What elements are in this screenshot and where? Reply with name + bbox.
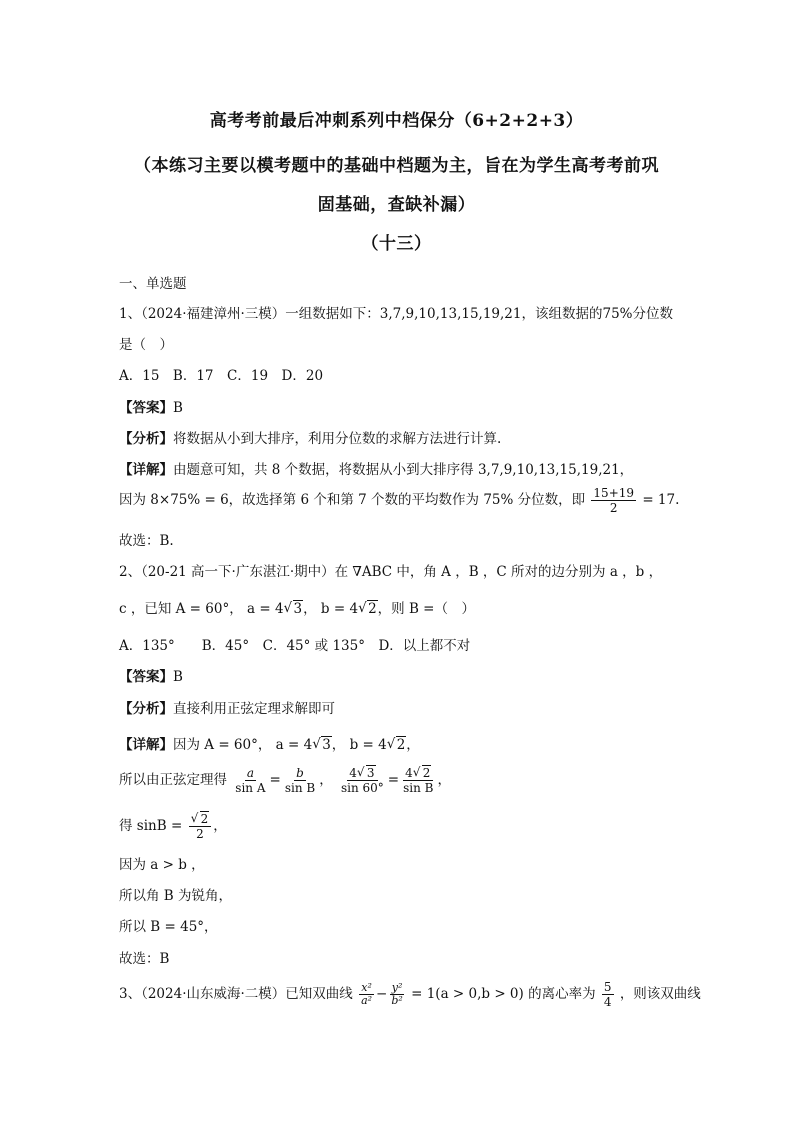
q2-detail-line-1 <box>119 733 420 753</box>
fraction <box>339 766 386 795</box>
fraction-denominator: sin 60° <box>340 781 384 795</box>
q1-stem-line-1: 1、（2024·福建漳州·三模）一组数据如下：3,7,9,10,13,15,19,21，该组数据的75%分位数 <box>119 306 673 322</box>
analysis-text: 将数据从小到大排序，利用分位数的求解方法进行计算. <box>173 431 502 447</box>
detail-text: 由题意可知，共 8 个数据，将数据从小到大排序得 3,7,9,10,13,15,19,21， <box>173 462 634 478</box>
detail-text-b: ， b = 4 <box>331 737 387 753</box>
q2-a-gt-b: 因为 a > b ， <box>119 857 205 873</box>
sqrt-symbol <box>284 601 304 617</box>
q2-sine-law: 所以由正弦定理得 $\frac{a}{\text{sin A}}$ = $\frac{b}{\text{sin B}}$ ， $\frac{4√ 3}{\sin 60^\circ}$ = $\frac{4√ 2}{\text{sin B}}$ ， <box>119 766 451 795</box>
fraction-numerator: a <box>246 766 254 780</box>
sqrt-symbol <box>312 737 332 753</box>
q1-answer <box>119 396 183 416</box>
section-heading: 一、单选题 <box>119 276 187 292</box>
sqrt-radicand: 2 <box>200 812 209 826</box>
fraction <box>233 766 267 795</box>
answer-value: B <box>173 400 183 416</box>
q3-stem-text-b: = 1(a > 0,b > 0) 的离心率为 <box>411 986 596 1002</box>
fraction-numerator: 5 <box>603 980 612 994</box>
sqrt-symbol <box>358 601 378 617</box>
q1-conclusion: 故选：B. <box>119 533 174 549</box>
sqrt-radicand: 2 <box>396 737 406 753</box>
fraction <box>283 766 317 795</box>
subtitle-line-1: （本练习主要以模考题中的基础中档题为主，旨在为学生高考考前巩 <box>134 156 659 176</box>
fraction <box>359 982 374 1007</box>
analysis-label: 【分析】 <box>119 701 173 717</box>
q1-options: A．15 B．17 C．19 D．20 <box>119 368 324 384</box>
sqrt-radicand: 3 <box>293 601 303 617</box>
detail-label: 【详解】 <box>119 737 173 753</box>
q2-sinB: 得 sinB = √ $\frac{2}{2}$ ， <box>119 812 227 841</box>
detail-text-a: 因为 A = 60°， a = 4 <box>173 737 313 753</box>
detail-text-a: 因为 8×75% = 6，故选择第 6 个和第 7 个数的平均数作为 75% 分位数，即 <box>119 492 586 508</box>
fraction-denominator: 2 <box>609 501 618 515</box>
q3-stem: 3、（2024·山东威海·二模）已知双曲线 $\frac{\text{x²}}{\text{a²}}$ − $\frac{\text{y²}}{\text{b²}}$ = 1(a > 0,b > 0) 的离心率为 $\frac{5}{4}$ ，则该双曲线 <box>119 980 701 1009</box>
q2-stem-line-1: 2、（20-21 高一下·广东湛江·期中）在 ∇ABC 中，角 A ，B ，C 所对的边分别为 a ，b ， <box>119 564 663 580</box>
answer-value: B <box>173 669 183 685</box>
q2-result: 所以 B = 45°， <box>119 919 218 935</box>
fraction-denominator: a² <box>361 994 373 1007</box>
fraction-numerator: y² <box>391 981 403 994</box>
q2-stem-text-b: ， b = 4 <box>303 601 359 617</box>
answer-label: 【答案】 <box>119 669 173 685</box>
detail-text-c: ， <box>406 737 420 753</box>
fraction-numerator: 15+19 <box>593 486 635 500</box>
sqrt-symbol <box>191 812 210 826</box>
issue-number: （十三） <box>361 234 432 254</box>
detail-text-b: = 17. <box>642 492 680 508</box>
subtitle-line-2: 固基础，查缺补漏） <box>317 195 476 215</box>
answer-label: 【答案】 <box>119 400 173 416</box>
fraction-denominator: b² <box>391 994 403 1007</box>
q2-options: A．135° B．45° C．45° 或 135° D．以上都不对 <box>119 638 471 654</box>
fraction-numerator: 4 <box>349 766 357 780</box>
q2-analysis <box>119 697 335 717</box>
sqrt-symbol <box>387 737 407 753</box>
fraction <box>389 982 404 1007</box>
q1-stem-line-2: 是（ ） <box>119 337 173 353</box>
fraction <box>602 980 614 1009</box>
detail-label: 【详解】 <box>119 462 173 478</box>
fraction-numerator: x² <box>361 981 372 994</box>
sqrt-radicand: 3 <box>366 766 375 780</box>
sqrt-radicand: 2 <box>422 766 431 780</box>
fraction-denominator: sin B <box>284 781 316 795</box>
q1-analysis <box>119 427 501 447</box>
q2-acute: 所以角 B 为锐角， <box>119 888 233 904</box>
q2-stem-line-2 <box>119 597 475 617</box>
sqrt-symbol <box>357 766 376 780</box>
q2-stem-text-a: c ，已知 A = 60°， a = 4 <box>119 601 284 617</box>
sqrt-symbol <box>413 766 432 780</box>
q3-stem-text-a: 3、（2024·山东威海·二模）已知双曲线 <box>119 986 353 1002</box>
sinB-prefix: 得 sinB = <box>119 818 183 834</box>
fraction-denominator: sin B <box>403 781 434 795</box>
q1-detail-line-2 <box>119 486 679 515</box>
fraction <box>189 812 212 841</box>
sine-law-prefix: 所以由正弦定理得 <box>119 772 227 788</box>
q2-answer <box>119 665 183 685</box>
sqrt-radicand: 3 <box>322 737 331 753</box>
fraction <box>401 766 435 795</box>
fraction-denominator: 2 <box>196 827 204 841</box>
q1-detail-line-1 <box>119 458 633 478</box>
q2-stem-text-c: ，则 B =（ ） <box>377 601 475 617</box>
fraction <box>591 486 636 515</box>
fraction-numerator: 4 <box>405 766 413 780</box>
page-title: 高考考前最后冲刺系列中档保分（6+2+2+3） <box>209 111 584 131</box>
sqrt-radicand: 2 <box>368 601 377 617</box>
q3-stem-text-c: ，则该双曲线 <box>619 986 701 1002</box>
q2-conclusion: 故选：B <box>119 951 170 967</box>
fraction-denominator: sin A <box>235 781 266 795</box>
fraction-numerator: b <box>296 766 304 780</box>
fraction-denominator: 4 <box>603 995 612 1009</box>
analysis-text: 直接利用正弦定理求解即可 <box>173 701 335 717</box>
analysis-label: 【分析】 <box>119 431 173 447</box>
